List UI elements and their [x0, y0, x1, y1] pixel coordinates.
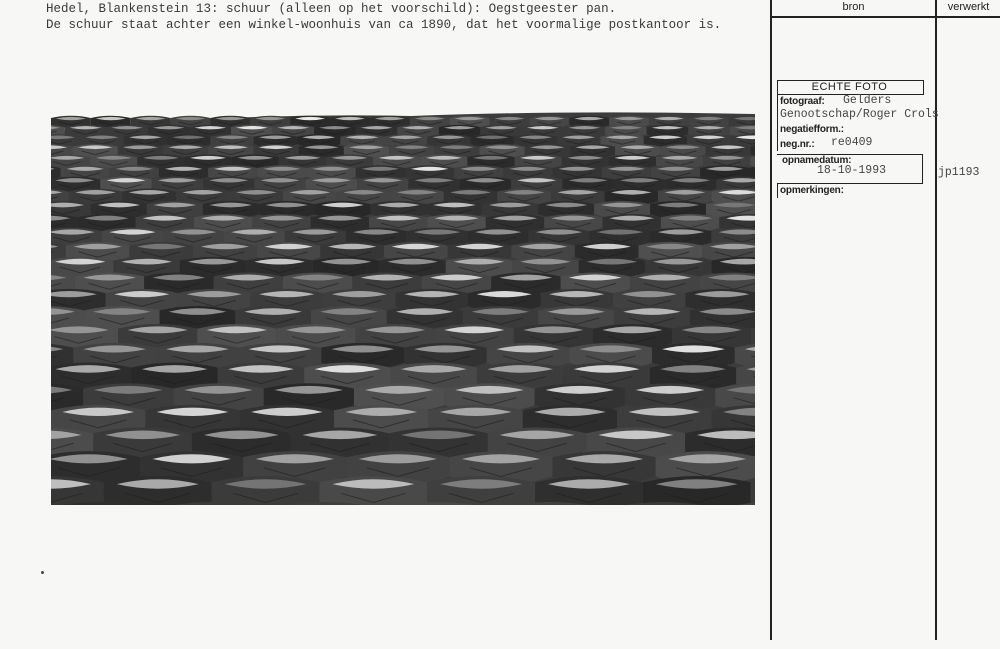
negnr-label: neg.nr.: [780, 139, 815, 150]
stamp-bracket [777, 95, 778, 151]
opnamedatum-value: 18-10-1993 [817, 164, 887, 177]
negatiefform-label: negatiefform.: [780, 124, 844, 135]
roof-tiles-image [51, 108, 755, 505]
speck [41, 571, 44, 574]
fotograaf-value-2: Genootschap/Roger Crols [780, 108, 939, 121]
header-underline [770, 16, 1000, 18]
caption-line-1: Hedel, Blankenstein 13: schuur (alleen op het voorschild): Oegstgeester pan. [46, 2, 617, 16]
verwerkt-note: jp1193 [938, 166, 980, 179]
column-header-bron: bron [842, 1, 865, 13]
fotograaf-label: fotograaf: [780, 96, 825, 107]
negnr-value: re0409 [831, 136, 873, 149]
caption-line-2: De schuur staat achter een winkel-woonhuis van ca 1890, dat het voormalige postkantoor is. [46, 18, 722, 32]
caption [46, 1, 721, 33]
fotograaf-value-1: Gelders [843, 94, 892, 107]
stamp-title: ECHTE FOTO [811, 81, 888, 93]
column-divider-left [770, 0, 772, 640]
opmerkingen-bracket [777, 184, 778, 198]
roof-tiles-photo [51, 108, 755, 505]
column-divider-right [935, 0, 937, 640]
column-header-verwerkt: verwerkt [947, 1, 990, 13]
opmerkingen-label: opmerkingen: [780, 185, 844, 196]
opnamedatum-label: opnamedatum: [782, 155, 852, 166]
